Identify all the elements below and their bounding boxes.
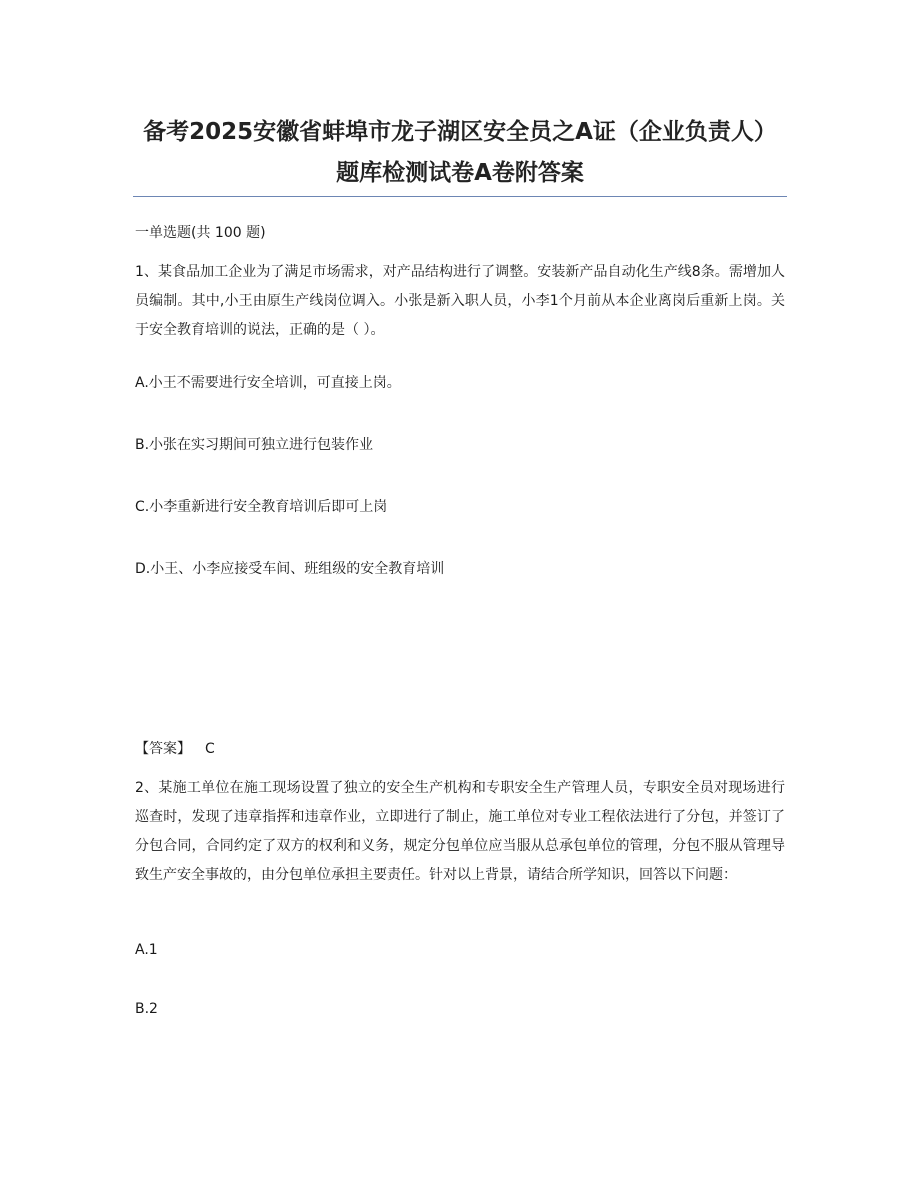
question-1-answer [135,738,215,760]
answer-value: C [205,741,215,757]
question-1-stem: 1、某食品加工企业为了满足市场需求，对产品结构进行了调整。安装新产品自动化生产线8条。需增加人员编制。其中,小王由原生产线岗位调入。小张是新入职人员，小李1个月前从本企业离岗后重新上岗。关于安全教育培训的说法，正确的是（ ）。 [135,264,785,338]
question-1-option-c: C.小李重新进行安全教育培训后即可上岗 [135,499,388,515]
question-1-option-a: A.小王不需要进行安全培训，可直接上岗。 [135,375,401,391]
question-1-option-d: D.小王、小李应接受车间、班组级的安全教育培训 [135,561,445,577]
question-2-option-b: B.2 [135,1001,158,1017]
answer-label: 【答案】 [135,741,191,757]
question-2-option-a: A.1 [135,942,158,958]
document-title: 备考2025安徽省蚌埠市龙子湖区安全员之A证（企业负责人）题库检测试卷A卷附答案 [143,119,777,186]
title-divider [133,196,787,197]
question-1-option-b: B.小张在实习期间可独立进行包装作业 [135,437,374,453]
section-heading: 一单选题(共 100 题) [135,225,266,241]
question-2-stem: 2、某施工单位在施工现场设置了独立的安全生产机构和专职安全生产管理人员，专职安全员对现场进行巡查时，发现了违章指挥和违章作业，立即进行了制止，施工单位对专业工程依法进行了分包，并签订了分包合同，合同约定了双方的权利和义务，规定分包单位应当服从总承包单位的管理，分包不服从管理导致生产安全事故的，由分包单位承担主要责任。针对以上背景，请结合所学知识，回答以下问题： [135,780,785,883]
